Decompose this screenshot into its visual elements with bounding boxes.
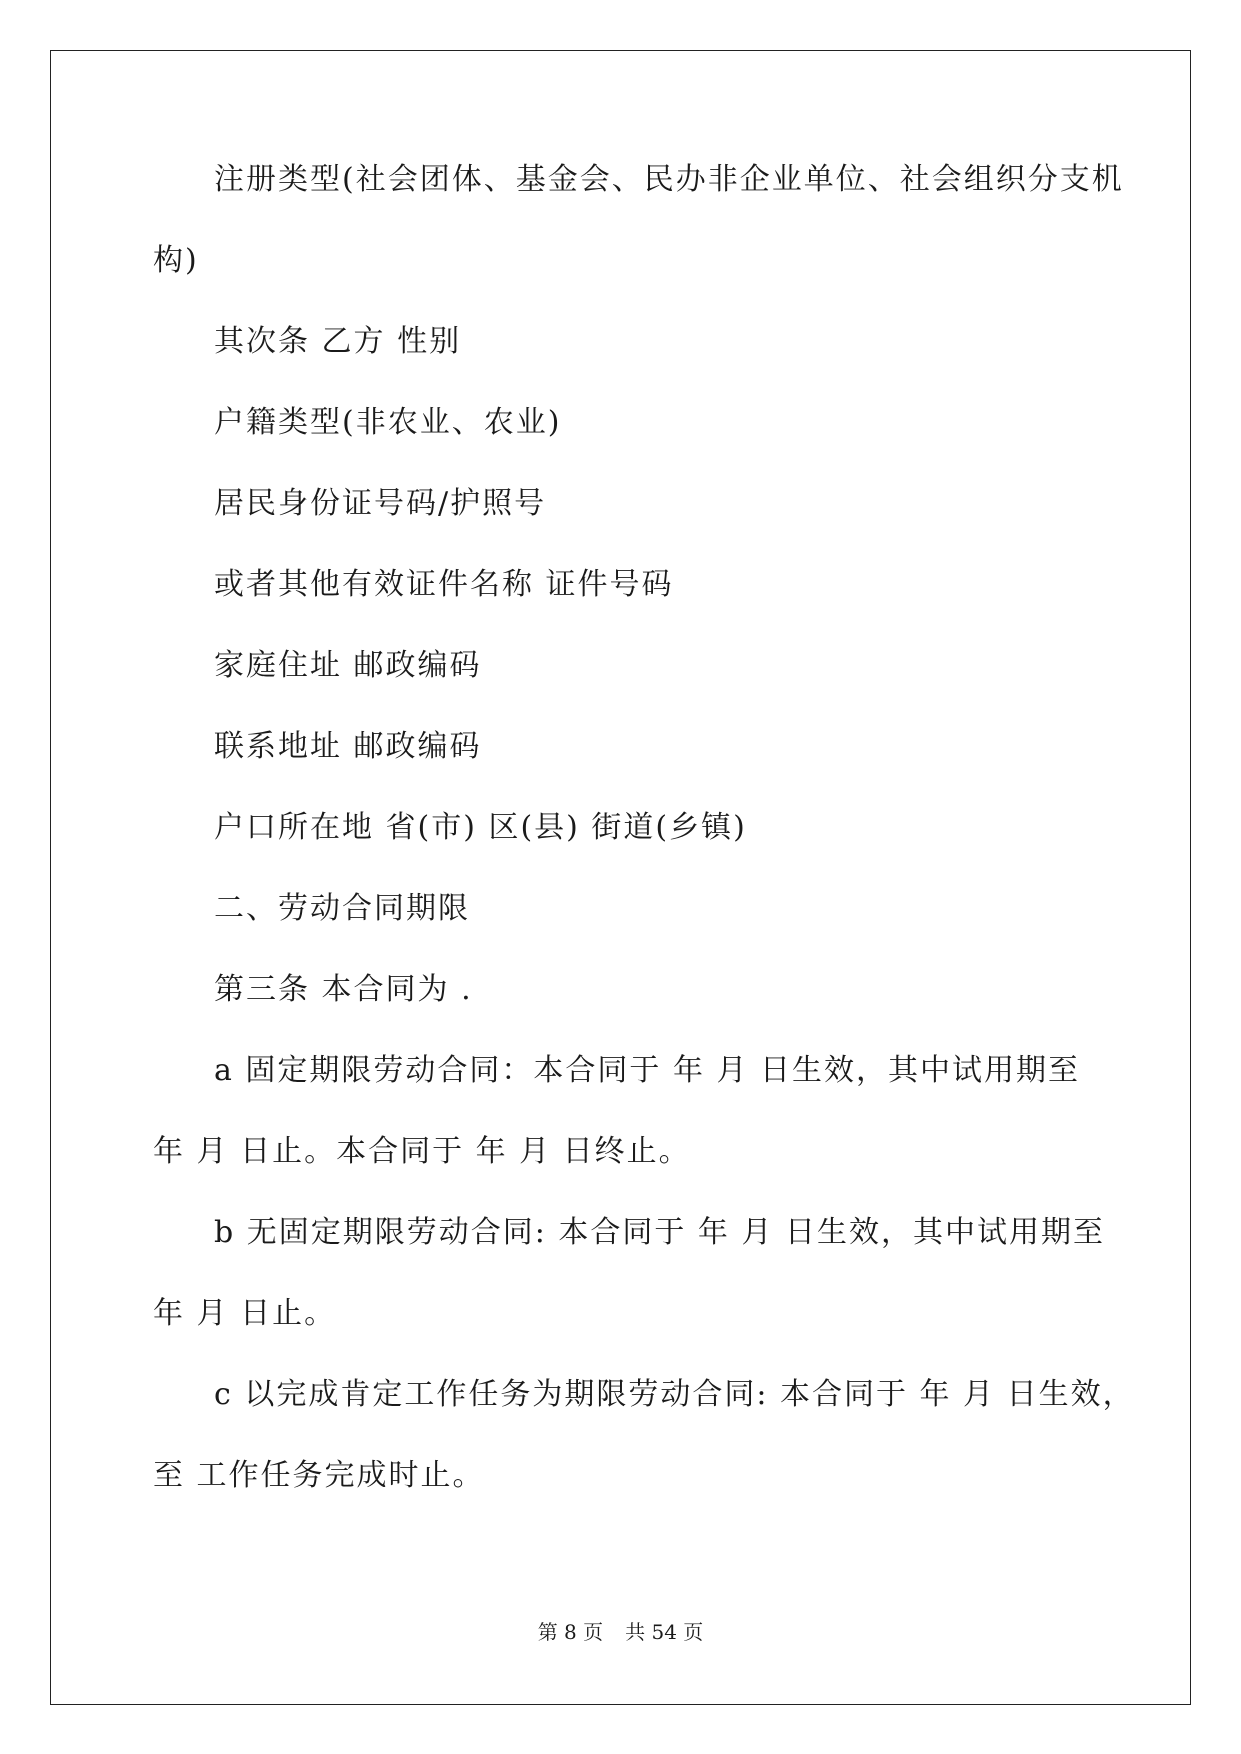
paragraph-option-a-continued: 年 月 日止。本合同于 年 月 日终止。 bbox=[153, 1134, 691, 1169]
paragraph-contact-address: 联系地址 邮政编码 bbox=[214, 729, 482, 764]
paragraph-option-c-continued: 至 工作任务完成时止。 bbox=[153, 1458, 485, 1493]
paragraph-household-type: 户籍类型(非农业、农业) bbox=[214, 405, 562, 440]
page-footer bbox=[0, 1620, 1241, 1644]
paragraph-option-c: c 以完成肯定工作任务为期限劳动合同: 本合同于 年 月 日生效， bbox=[214, 1377, 1135, 1412]
paragraph-hukou-location: 户口所在地 省(市) 区(县) 街道(乡镇) bbox=[214, 810, 747, 845]
paragraph-home-address: 家庭住址 邮政编码 bbox=[214, 648, 482, 683]
paragraph-registration-type-continued: 构) bbox=[153, 243, 199, 278]
total-page-count: 共 54 页 bbox=[625, 1620, 704, 1644]
paragraph-article-2: 其次条 乙方 性别 bbox=[214, 324, 462, 359]
current-page-number: 第 8 页 bbox=[537, 1620, 604, 1644]
paragraph-id-number: 居民身份证号码/护照号 bbox=[214, 486, 547, 521]
paragraph-option-a: a 固定期限劳动合同：本合同于 年 月 日生效，其中试用期至 bbox=[214, 1053, 1081, 1088]
paragraph-option-b-continued: 年 月 日止。 bbox=[153, 1296, 337, 1331]
paragraph-option-b: b 无固定期限劳动合同: 本合同于 年 月 日生效，其中试用期至 bbox=[214, 1215, 1105, 1250]
paragraph-other-id: 或者其他有效证件名称 证件号码 bbox=[214, 567, 674, 602]
section-heading-contract-term: 二、劳动合同期限 bbox=[214, 891, 470, 926]
paragraph-article-3: 第三条 本合同为 . bbox=[214, 972, 473, 1007]
document-body bbox=[153, 160, 1135, 1496]
paragraph-registration-type: 注册类型(社会团体、基金会、民办非企业单位、社会组织分支机 bbox=[214, 162, 1124, 197]
